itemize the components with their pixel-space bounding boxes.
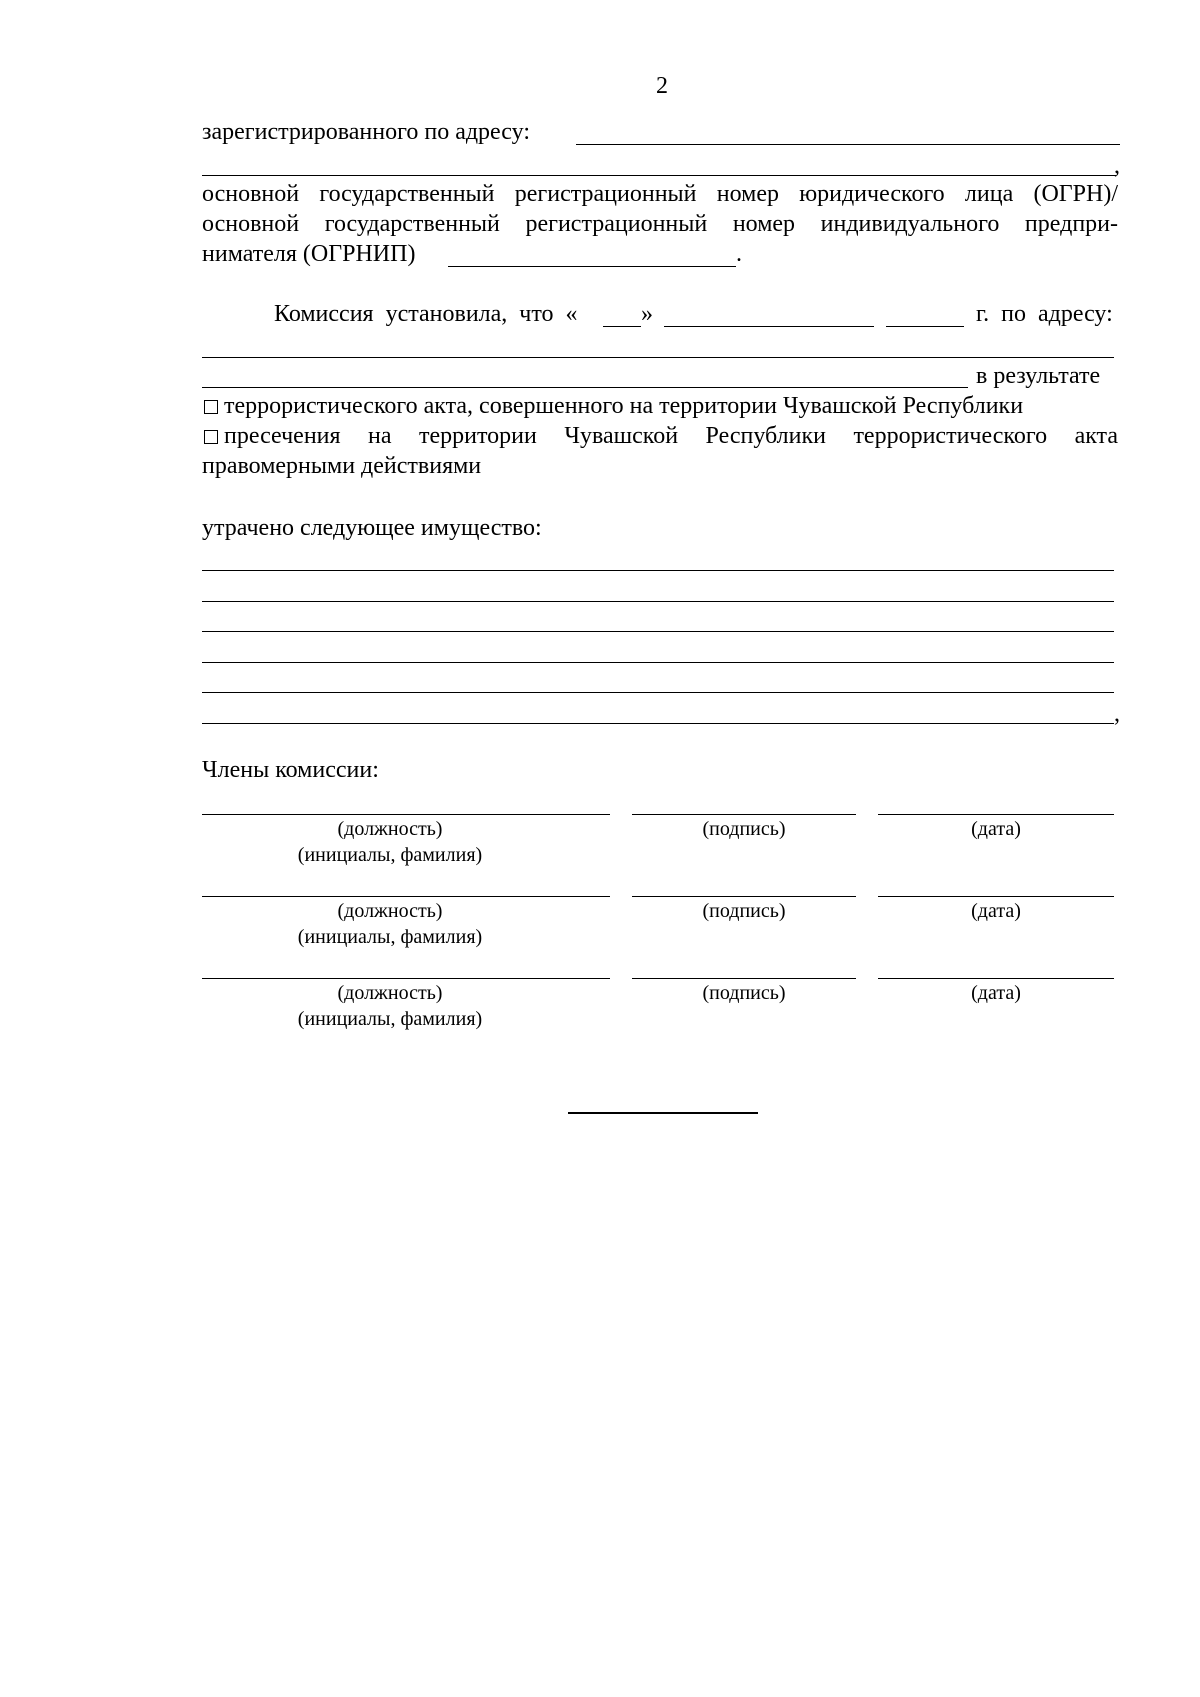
signature-caption: (подпись) [702,982,786,1004]
property-comma: , [1114,701,1120,727]
property-blank-1[interactable] [202,570,1114,571]
address-label: зарегистрированного по адресу: [202,119,530,145]
option-prevention[interactable] [204,422,1118,450]
event-address-blank-1[interactable] [202,357,1114,358]
property-blank-3[interactable] [202,631,1114,632]
property-blank-5[interactable] [202,692,1114,693]
date-caption: (дата) [971,982,1021,1004]
date-caption: (дата) [971,900,1021,922]
position-blank[interactable] [202,978,610,979]
address-blank-2[interactable] [202,175,1116,176]
name-caption: (инициалы, фамилия) [297,1008,483,1030]
date-blank[interactable] [878,814,1114,815]
position-caption: (должность) [337,982,443,1004]
month-blank[interactable] [664,326,874,327]
option-terrorist-act-label: террористического акта, совершенного на территории Чувашской Республики [224,393,1024,419]
year-address-text: г. по адресу: [976,301,1113,327]
as-result-text: в результате [976,363,1101,389]
property-blank-4[interactable] [202,662,1114,663]
position-blank[interactable] [202,896,610,897]
checkbox-icon[interactable] [204,400,218,414]
signature-blank[interactable] [632,896,856,897]
position-caption: (должность) [337,818,443,840]
option-terrorist-act[interactable] [204,392,1023,420]
checkbox-icon[interactable] [204,430,218,444]
option-prevention-label: пресечения на территории Чувашской Республики террористического акта [224,423,1118,449]
end-divider [568,1112,758,1114]
property-blank-6[interactable] [202,723,1114,724]
signature-caption: (подпись) [702,818,786,840]
property-blank-2[interactable] [202,601,1114,602]
members-label: Члены комиссии: [202,757,379,783]
ogrn-line-3: нимателя (ОГРНИП) [202,241,416,267]
date-blank[interactable] [878,978,1114,979]
commission-established-text: Комиссия установила, что « [274,301,578,327]
page-number: 2 [656,73,668,99]
position-caption: (должность) [337,900,443,922]
ogrn-line-2-text: основной государственный регистрационный номер индивидуального предпри- [202,211,1118,237]
position-blank[interactable] [202,814,610,815]
signature-caption: (подпись) [702,900,786,922]
ogrnip-blank[interactable] [448,266,736,267]
signature-blank[interactable] [632,978,856,979]
date-blank[interactable] [878,896,1114,897]
lost-property-label: утрачено следующее имущество: [202,515,542,541]
name-caption: (инициалы, фамилия) [297,926,483,948]
event-address-blank-2[interactable] [202,387,968,388]
address-blank-1[interactable] [576,144,1120,145]
name-caption: (инициалы, фамилия) [297,844,483,866]
day-blank[interactable] [603,326,641,327]
ogrn-line-1-text: основной государственный регистрационный номер юридического лица (ОГРН)/ [202,181,1118,207]
address-comma: , [1114,153,1120,179]
ogrn-line-2 [202,210,1118,238]
ogrnip-period: . [736,241,742,267]
date-caption: (дата) [971,818,1021,840]
year-blank[interactable] [886,326,964,327]
signature-blank[interactable] [632,814,856,815]
ogrn-line-1 [202,180,1118,208]
option-prevention-line-2: правомерными действиями [202,453,482,479]
quote-close: » [641,301,653,327]
